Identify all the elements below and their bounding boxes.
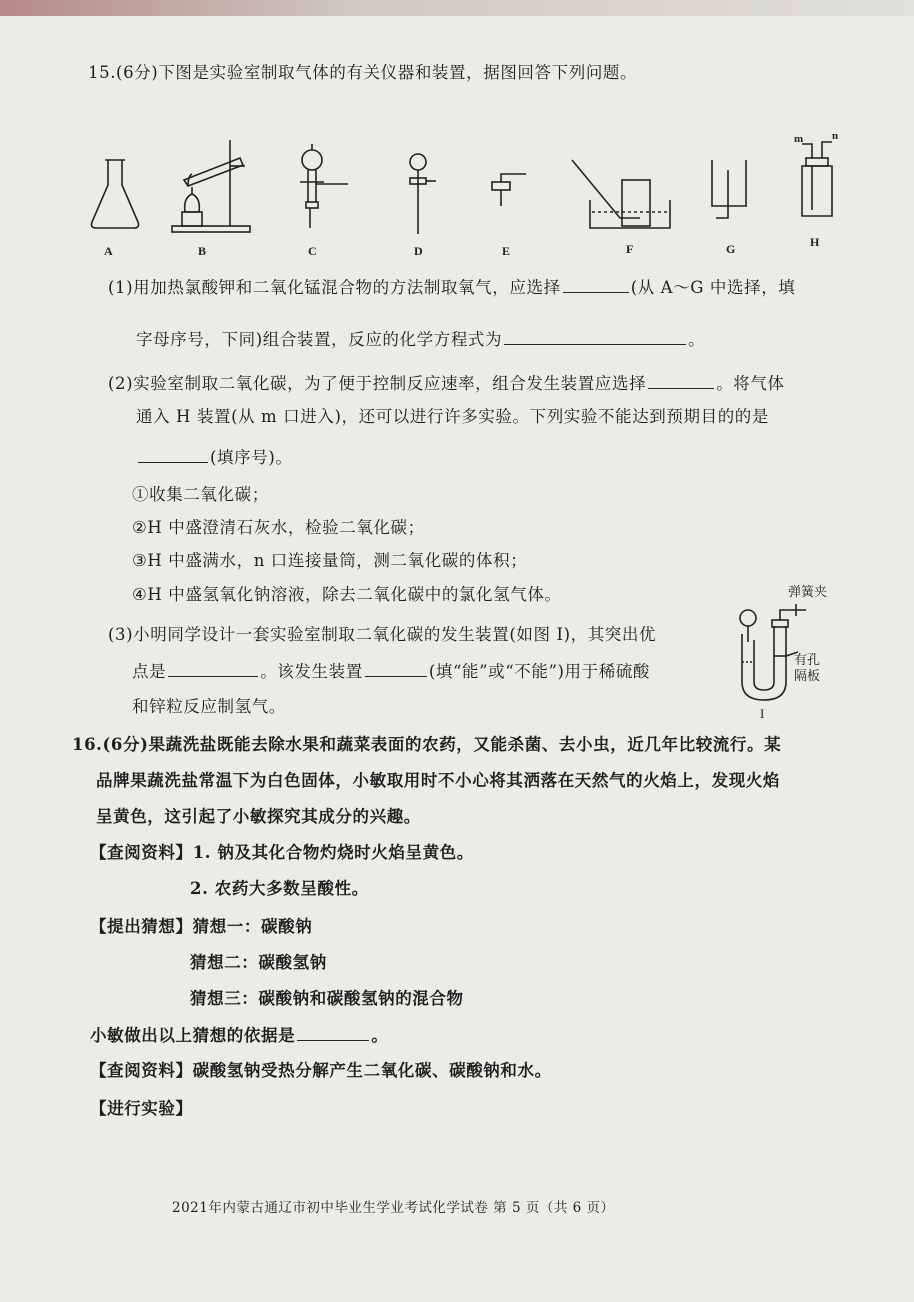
answer-blank[interactable] (138, 446, 208, 463)
q15-p1c: 字母序号，下同)组合装置，反应的化学方程式为 (136, 330, 503, 349)
info-item: 1. 钠及其化合物灼烧时火焰呈黄色。 (192, 843, 474, 862)
port-n: n (832, 130, 839, 142)
q15-option1: ①收集二氧化碳； (132, 485, 269, 504)
q16-info-1 (90, 842, 474, 864)
label-d: D (414, 244, 423, 258)
figure-i-apparatus (728, 582, 848, 722)
q16-experiment-tag: 【进行实验】 (90, 1099, 193, 1118)
q15-p2a: (2)实验室制取二氧化碳，为了便于控制反应速率，组合发生装置应选择 (108, 374, 647, 393)
separatory-funnel-c (300, 144, 348, 228)
q15-part2-line3 (136, 446, 292, 469)
label-h: H (810, 235, 820, 249)
section-tag: 【查阅资料】 (90, 843, 193, 862)
section-tag: 【查阅资料】 (90, 1061, 193, 1080)
apparatus-figure (80, 130, 850, 265)
long-neck-funnel-d (410, 154, 436, 234)
section-tag: 【提出猜想】 (90, 917, 193, 936)
q16-basis (90, 1024, 388, 1047)
q16-guess-1 (90, 916, 312, 938)
stopper-tube-e (492, 174, 526, 206)
label-plate: 隔板 (794, 668, 821, 683)
label-spring-clamp: 弹簧夹 (788, 584, 828, 599)
q15-p1b: (从 A～G 中选择，填 (630, 278, 796, 297)
q15-p2d: (填序号)。 (210, 448, 293, 467)
q16-info-3 (90, 1060, 552, 1082)
answer-blank[interactable] (563, 276, 629, 293)
q15-p1a: (1)用加热氯酸钾和二氧化锰混合物的方法制取氧气，应选择 (108, 278, 561, 297)
q16-line1: 16.(6分)果蔬洗盐既能去除水果和蔬菜表面的农药，又能杀菌、去小虫，近几年比较流行。某 (72, 735, 782, 754)
q16-line2: 品牌果蔬洗盐常温下为白色固体，小敏取用时不小心将其洒落在天然气的火焰上，发现火焰 (96, 771, 780, 790)
q15-p3b: 点是 (132, 662, 167, 681)
q15-p3d: (填“能”或“不能”)用于稀硫酸 (428, 662, 651, 681)
q15-part2-line1 (108, 372, 785, 395)
label-c: C (308, 244, 317, 258)
guess-item: 猜想一：碳酸钠 (192, 917, 313, 936)
top-edge-shadow (0, 0, 914, 16)
label-a: A (104, 244, 113, 258)
q15-p1d: 。 (688, 330, 706, 349)
q15-option4: ④H 中盛氢氧化钠溶液，除去二氧化碳中的氯化氢气体。 (132, 585, 562, 604)
q15-part3-line3: 和锌粒反应制氢气。 (132, 697, 286, 716)
q15-part1-line2 (136, 328, 705, 351)
label-g: G (726, 242, 736, 256)
answer-blank[interactable] (297, 1024, 369, 1041)
q16-line3: 呈黄色，这引起了小敏探究其成分的兴趣。 (96, 807, 421, 826)
answer-blank[interactable] (168, 660, 258, 677)
iron-stand-b (172, 140, 250, 232)
water-trough-f (572, 160, 670, 228)
q15-part3-line2 (132, 660, 650, 683)
q16-guess-2: 猜想二：碳酸氢钠 (190, 953, 327, 972)
gas-washing-bottle-h (802, 142, 832, 216)
label-perforated: 有孔 (794, 652, 821, 667)
q15-header: 15.(6分)下图是实验室制取气体的有关仪器和装置，据图回答下列问题。 (88, 63, 638, 82)
label-e: E (502, 244, 511, 258)
flask-a (92, 160, 139, 228)
answer-blank[interactable] (648, 372, 714, 389)
info-item: 碳酸氢钠受热分解产生二氧化碳、碳酸钠和水。 (192, 1061, 552, 1080)
collection-device-g (712, 160, 746, 218)
q16-info-2: 2. 农药大多数呈酸性。 (190, 879, 369, 898)
port-m: m (794, 133, 804, 145)
q15-option2: ②H 中盛澄清石灰水，检验二氧化碳； (132, 518, 425, 537)
answer-blank[interactable] (504, 328, 686, 345)
q16-guess-3: 猜想三：碳酸钠和碳酸氢钠的混合物 (190, 989, 464, 1008)
figure-i-caption: I (760, 706, 765, 721)
q15-part1-line1 (108, 276, 795, 299)
label-b: B (198, 244, 207, 258)
q15-part2-line2: 通入 H 装置(从 m 口进入)，还可以进行许多实验。下列实验不能达到预期目的的是 (136, 407, 769, 426)
q15-option3: ③H 中盛满水，n 口连接量筒，测二氧化碳的体积； (132, 551, 528, 570)
basis-end: 。 (371, 1026, 389, 1045)
q15-p3c: 。该发生装置 (260, 662, 363, 681)
answer-blank[interactable] (365, 660, 427, 677)
basis-text: 小敏做出以上猜想的依据是 (90, 1026, 296, 1045)
q15-part3-line1: (3)小明同学设计一套实验室制取二氧化碳的发生装置(如图 I)，其突出优 (108, 625, 657, 644)
q15-p2b: 。将气体 (716, 374, 785, 393)
page-footer: 2021年内蒙古通辽市初中毕业生学业考试化学试卷 第 5 页（共 6 页） (172, 1200, 615, 1216)
label-f: F (626, 242, 634, 256)
